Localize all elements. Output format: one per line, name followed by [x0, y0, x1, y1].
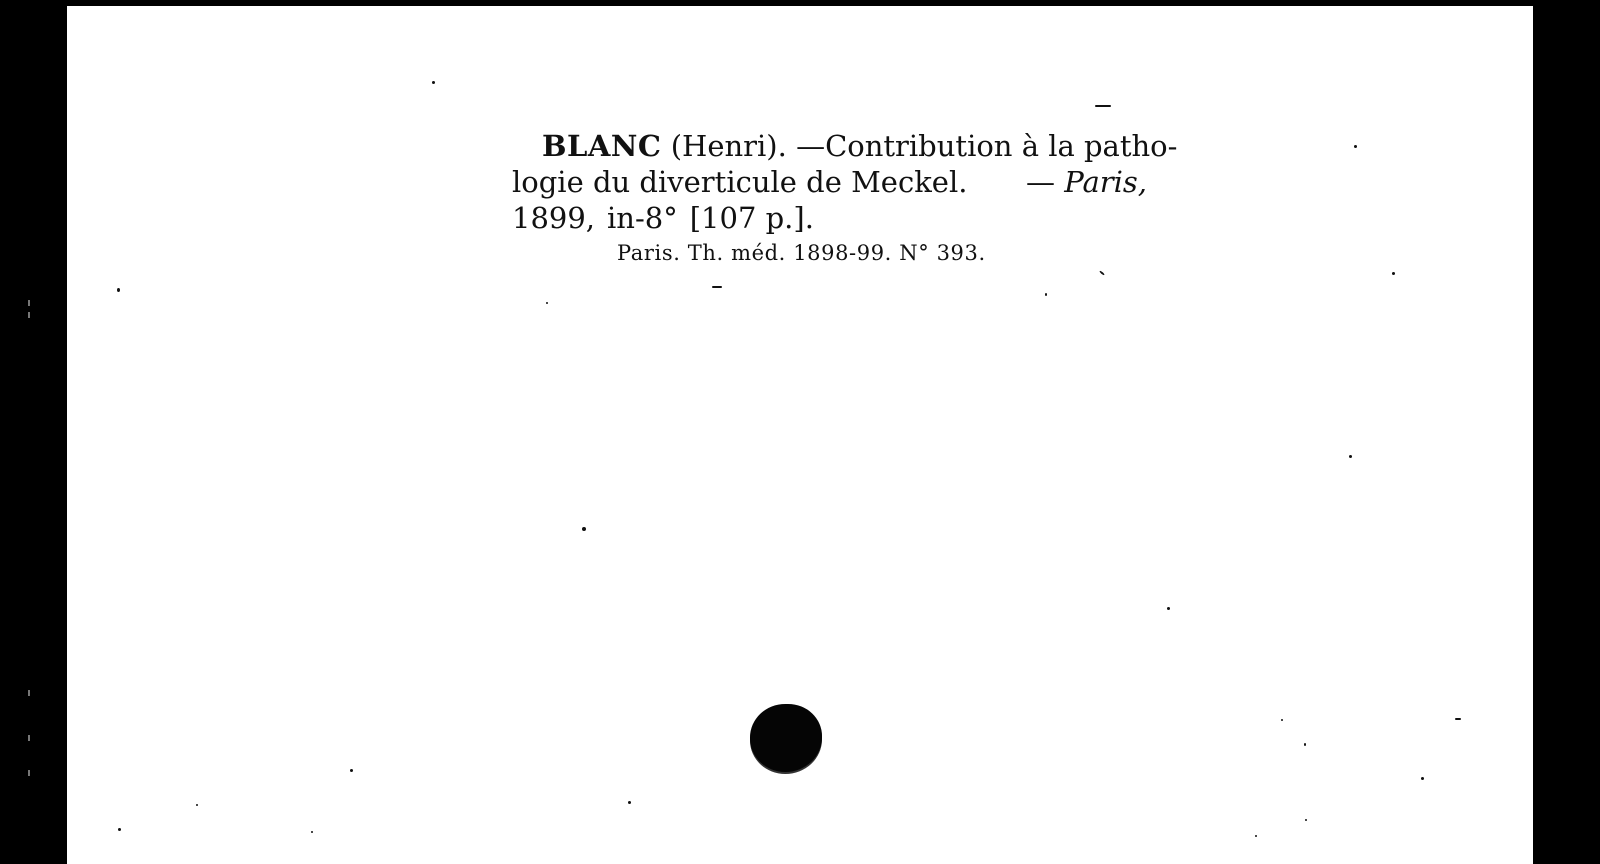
speck	[1255, 835, 1257, 837]
speck	[1305, 819, 1307, 821]
scan-artifact	[28, 770, 30, 776]
speck	[1167, 607, 1170, 610]
page-count: [107 p.].	[689, 201, 814, 235]
place-block	[1026, 164, 1147, 200]
speck	[582, 527, 586, 531]
speck	[546, 302, 548, 304]
scan-artifact	[28, 690, 30, 696]
publication-place: Paris,	[1064, 165, 1147, 199]
thesis-note: Paris. Th. méd. 1898-99. N° 393.	[617, 241, 986, 265]
speck	[117, 288, 120, 292]
catalog-card	[67, 6, 1533, 864]
speck	[628, 801, 631, 804]
author-given-name: (Henri).	[670, 129, 787, 163]
title-part-1: Contribution à la patho-	[825, 129, 1178, 163]
speck	[350, 769, 353, 772]
place-dash: —	[1026, 165, 1056, 199]
title-dash: —	[796, 129, 826, 163]
speck	[118, 828, 121, 831]
speck	[1392, 272, 1395, 275]
publication-year: 1899,	[512, 201, 596, 235]
entry-line-1	[512, 128, 1178, 164]
speck	[311, 831, 313, 833]
entry-line-2	[512, 164, 1147, 200]
scan-artifact	[28, 735, 30, 741]
speck	[1045, 293, 1047, 296]
scan-artifact	[28, 300, 30, 306]
scan-artifact	[28, 312, 30, 318]
speck	[1354, 145, 1357, 148]
speck	[1281, 719, 1283, 721]
title-part-2: logie du diverticule de Meckel.	[512, 165, 968, 199]
speck	[1099, 270, 1105, 275]
ink-blot	[750, 704, 822, 772]
speck	[712, 286, 722, 288]
speck	[1421, 777, 1424, 780]
author-surname: BLANC	[542, 129, 662, 163]
speck	[1304, 743, 1306, 746]
publication-format: in-8°	[607, 201, 678, 235]
speck	[432, 81, 435, 84]
speck	[1095, 105, 1111, 107]
speck	[1455, 718, 1461, 720]
entry-line-3	[512, 200, 1147, 236]
speck	[1349, 455, 1352, 458]
speck	[196, 804, 198, 806]
author-block	[542, 128, 825, 164]
bibliographic-entry	[512, 128, 1178, 236]
